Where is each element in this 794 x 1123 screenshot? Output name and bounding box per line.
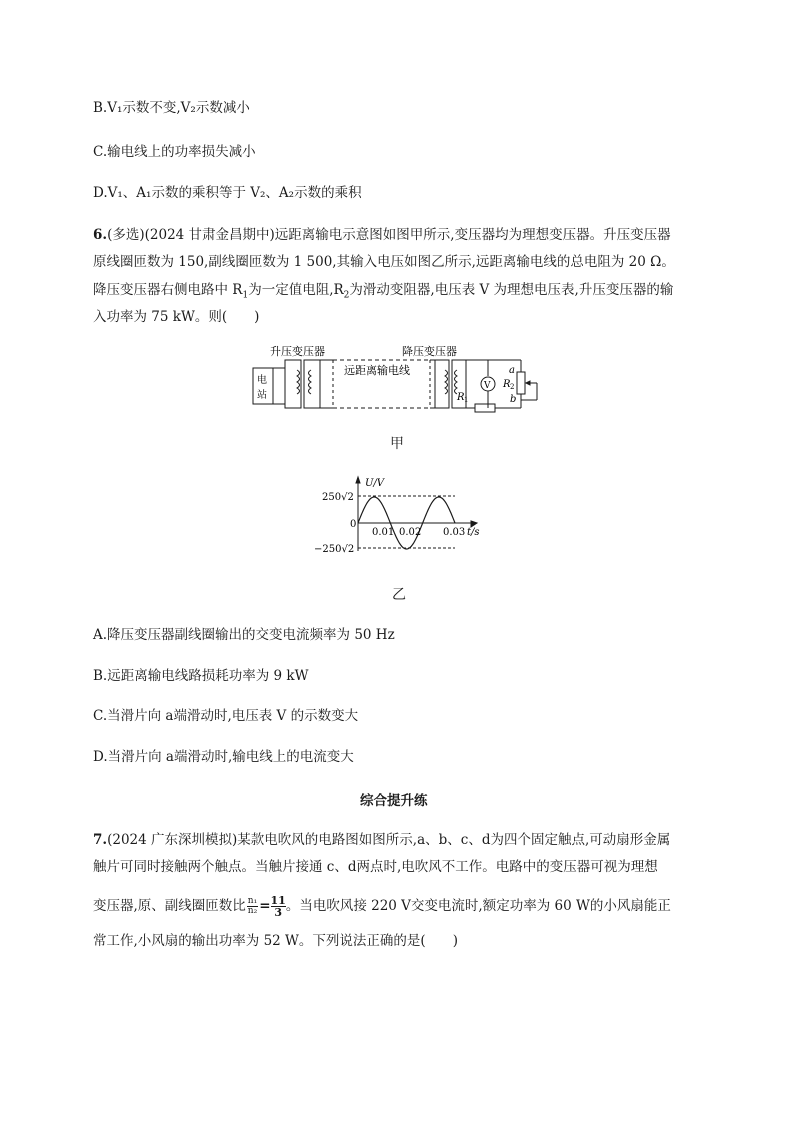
x-tick-0-02: 0.02 bbox=[399, 527, 422, 538]
option-5b: B.V₁示数不变,V₂示数减小 bbox=[93, 100, 250, 116]
figure-yi-chart bbox=[310, 475, 490, 557]
r1-resistor bbox=[475, 404, 495, 412]
turns-ratio-symbols bbox=[247, 897, 258, 916]
ratio-equals: = bbox=[259, 898, 271, 914]
r2-rheostat bbox=[517, 372, 525, 394]
ratio-denominator: 3 bbox=[274, 906, 282, 919]
step-up-primary-coil bbox=[297, 370, 300, 394]
option-5d: D.V₁、A₁示数的乘积等于 V₂、A₂示数的乘积 bbox=[93, 185, 362, 201]
question-6-number: 6. bbox=[93, 227, 108, 243]
question-7-line-4: 常工作,小风扇的输出功率为 52 W。下列说法正确的是( ) bbox=[93, 933, 458, 949]
question-7-line-1 bbox=[93, 831, 670, 849]
station-char-2: 站 bbox=[257, 390, 267, 401]
terminal-b: b bbox=[510, 394, 517, 405]
r2-label-sub: 2 bbox=[510, 383, 515, 391]
figure-jia-circuit bbox=[245, 340, 555, 420]
step-down-primary-coil bbox=[445, 370, 448, 394]
option-6a: A.降压变压器副线圈输出的交变电流频率为 50 Hz bbox=[93, 627, 395, 643]
option-6b: B.远距离输电线路损耗功率为 9 kW bbox=[93, 668, 309, 684]
r2-sub: 2 bbox=[343, 290, 350, 301]
x-axis-label: t/s bbox=[467, 527, 480, 538]
section-heading: 综合提升练 bbox=[360, 793, 428, 809]
transmission-line-label: 远距离输电线 bbox=[344, 364, 410, 377]
y-tick-negative: −250√2 bbox=[314, 544, 355, 555]
q7-l3b: 。当电吹风接 220 V交变电流时,额定功率为 60 W的小风扇能正 bbox=[285, 898, 671, 914]
step-down-secondary-coil bbox=[455, 370, 458, 394]
q6-l3c: 为滑动变阻器,电压表 V 为理想电压表,升压变压器的输 bbox=[349, 282, 674, 298]
r2-label: R bbox=[503, 379, 511, 390]
r1-sub: 1 bbox=[242, 290, 249, 301]
x-tick-0-03: 0.03 bbox=[443, 527, 466, 538]
question-6-line-4: 入功率为 75 kW。则( ) bbox=[93, 309, 260, 325]
x-tick-0-01: 0.01 bbox=[372, 527, 395, 538]
ratio-n2: n₂ bbox=[247, 906, 258, 916]
q7-l3a: 变压器,原、副线圈匝数比 bbox=[93, 898, 246, 914]
question-7-line-2: 触片可同时接触两个触点。当触片接通 c、d两点时,电吹风不工作。电路中的变压器可视为理想 bbox=[93, 859, 658, 875]
question-7-number: 7. bbox=[93, 832, 108, 848]
voltmeter-label: V bbox=[484, 381, 491, 391]
option-5c: C.输电线上的功率损失减小 bbox=[93, 144, 256, 160]
r1-label-sub: 1 bbox=[464, 396, 469, 404]
y-axis-arrow bbox=[356, 477, 360, 483]
question-6-line-3 bbox=[93, 281, 673, 305]
question-7-text-1: (2024 广东深圳模拟)某款电吹风的电路图如图所示,a、b、c、d为四个固定触点,可动扇形金属 bbox=[107, 832, 671, 848]
step-up-label: 升压变压器 bbox=[270, 345, 325, 358]
question-7-line-3 bbox=[93, 895, 671, 918]
station-char-1: 电 bbox=[257, 375, 267, 386]
y-tick-origin: 0 bbox=[350, 519, 357, 530]
option-6c: C.当滑片向 a端滑动时,电压表 V 的示数变大 bbox=[93, 708, 359, 724]
turns-ratio-value bbox=[271, 895, 286, 918]
option-6d: D.当滑片向 a端滑动时,输电线上的电流变大 bbox=[93, 749, 354, 765]
y-axis-label: U/V bbox=[365, 478, 385, 489]
step-up-primary-frame bbox=[285, 360, 301, 408]
ratio-n1: n₁ bbox=[247, 896, 258, 906]
q6-l3a: 降压变压器右侧电路中 R bbox=[93, 282, 243, 298]
terminal-a: a bbox=[509, 365, 515, 376]
question-6-line-2: 原线圈匝数为 150,副线圈匝数为 1 500,其输入电压如图乙所示,远距离输电线的总电阻为 20 Ω。 bbox=[93, 254, 675, 270]
y-tick-positive: 250√2 bbox=[322, 492, 354, 503]
figure-yi-caption: 乙 bbox=[392, 587, 406, 603]
q6-l3b: 为一定值电阻,R bbox=[248, 282, 344, 298]
step-down-label: 降压变压器 bbox=[402, 345, 457, 358]
step-up-secondary-coil bbox=[309, 370, 312, 394]
step-up-secondary-frame bbox=[304, 360, 320, 408]
ratio-numerator: 11 bbox=[270, 894, 286, 907]
question-6-line-1 bbox=[93, 226, 671, 244]
r1-label: R bbox=[457, 392, 465, 403]
figure-jia-caption: 甲 bbox=[390, 436, 404, 452]
question-6-text-1: (多选)(2024 甘肃金昌期中)远距离输电示意图如图甲所示,变压器均为理想变压器。升压变压器 bbox=[107, 227, 671, 243]
